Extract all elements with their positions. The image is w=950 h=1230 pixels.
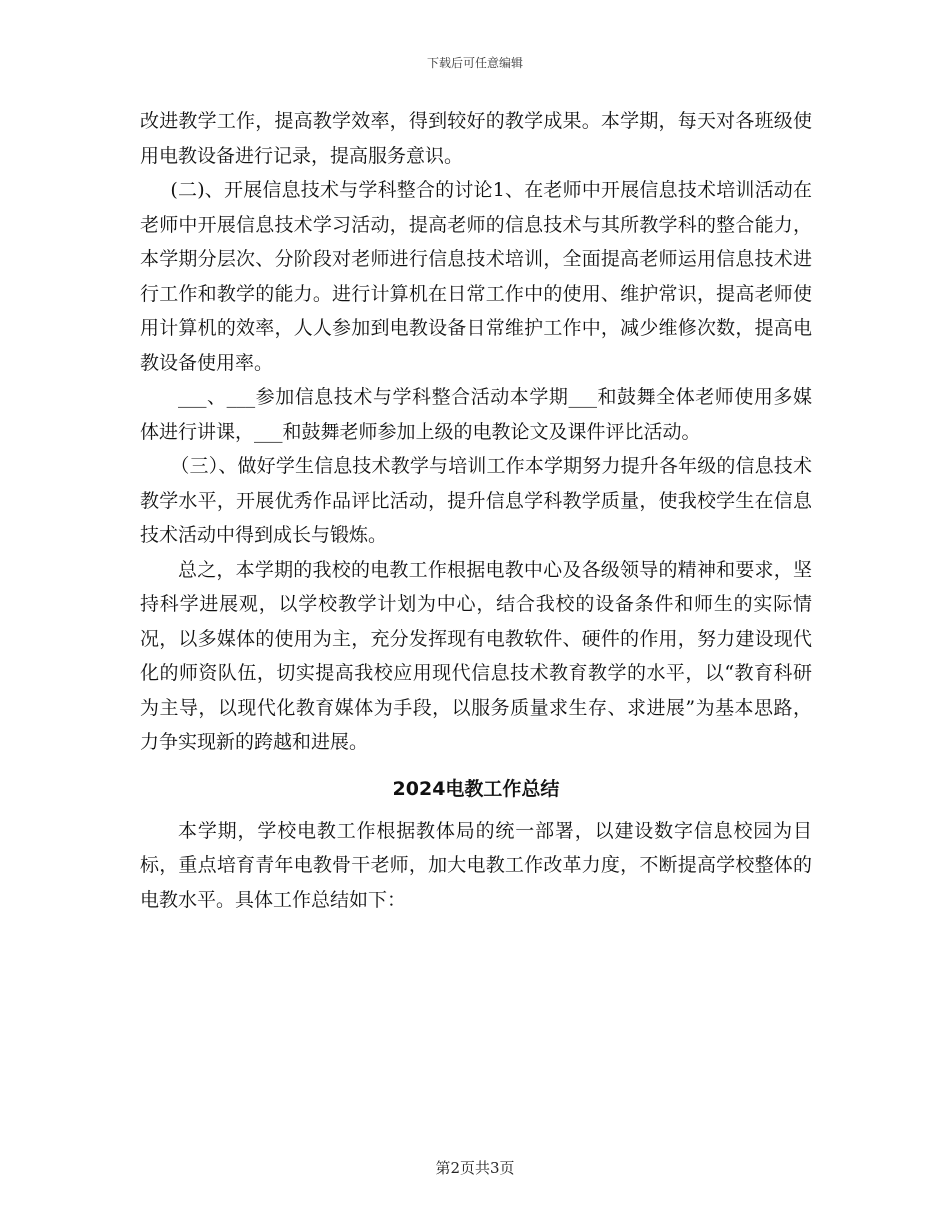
paragraph-6: 本学期，学校电教工作根据教体局的统一部署，以建设数字信息校园为目标，重点培育青年电教骨干老师，加大电教工作改革力度，不断提高学校整体的电教水平。具体工作总结如下： <box>140 819 812 911</box>
document-body <box>140 104 812 917</box>
page-number: 第2页共3页 <box>435 1159 515 1177</box>
paragraph-5: 总之，本学期的我校的电教工作根据电教中心及各级领导的精神和要求，坚持科学进展观，以学校教学计划为中心，结合我校的设备条件和师生的实际情况，以多媒体的使用为主，充分发挥现有电教软件、硬件的作用，努力建设现代化的师资队伍，切实提高我校应用现代信息技术教育教学的水平，以“教育科研为主导，以现代化教育媒体为手段，以服务质量求生存、求进展”为基本思路，力争实现新的跨越和进展。 <box>140 558 812 753</box>
paragraph-4: （三）、做好学生信息技术教学与培训工作本学期努力提升各年级的信息技术教学水平，开展优秀作品评比活动，提升信息学科教学质量，使我校学生在信息技术活动中得到成长与锻炼。 <box>140 455 812 546</box>
header-note: 下载后可任意编辑 <box>426 56 523 70</box>
section-title: 2024电教工作总结 <box>392 777 560 800</box>
paragraph-3: ___、___参加信息技术与学科整合活动本学期___和鼓舞全体老师使用多媒体进行讲课，___和鼓舞老师参加上级的电教论文及课件评比活动。 <box>140 386 812 443</box>
paragraph-1: 改进教学工作，提高教学效率，得到较好的教学成果。本学期，每天对各班级使用电教设备进行记录，提高服务意识。 <box>140 110 812 167</box>
paragraph-2: (二)、开展信息技术与学科整合的讨论1、在老师中开展信息技术培训活动在老师中开展信息技术学习活动，提高老师的信息技术与其所教学科的整合能力，本学期分层次、分阶段对老师进行信息技术培训，全面提高老师运用信息技术进行工作和教学的能力。进行计算机在日常工作中的使用、维护常识，提高老师使用计算机的效率，人人参加到电教设备日常维护工作中，减少维修次数，提高电教设备使用率。 <box>140 179 812 374</box>
